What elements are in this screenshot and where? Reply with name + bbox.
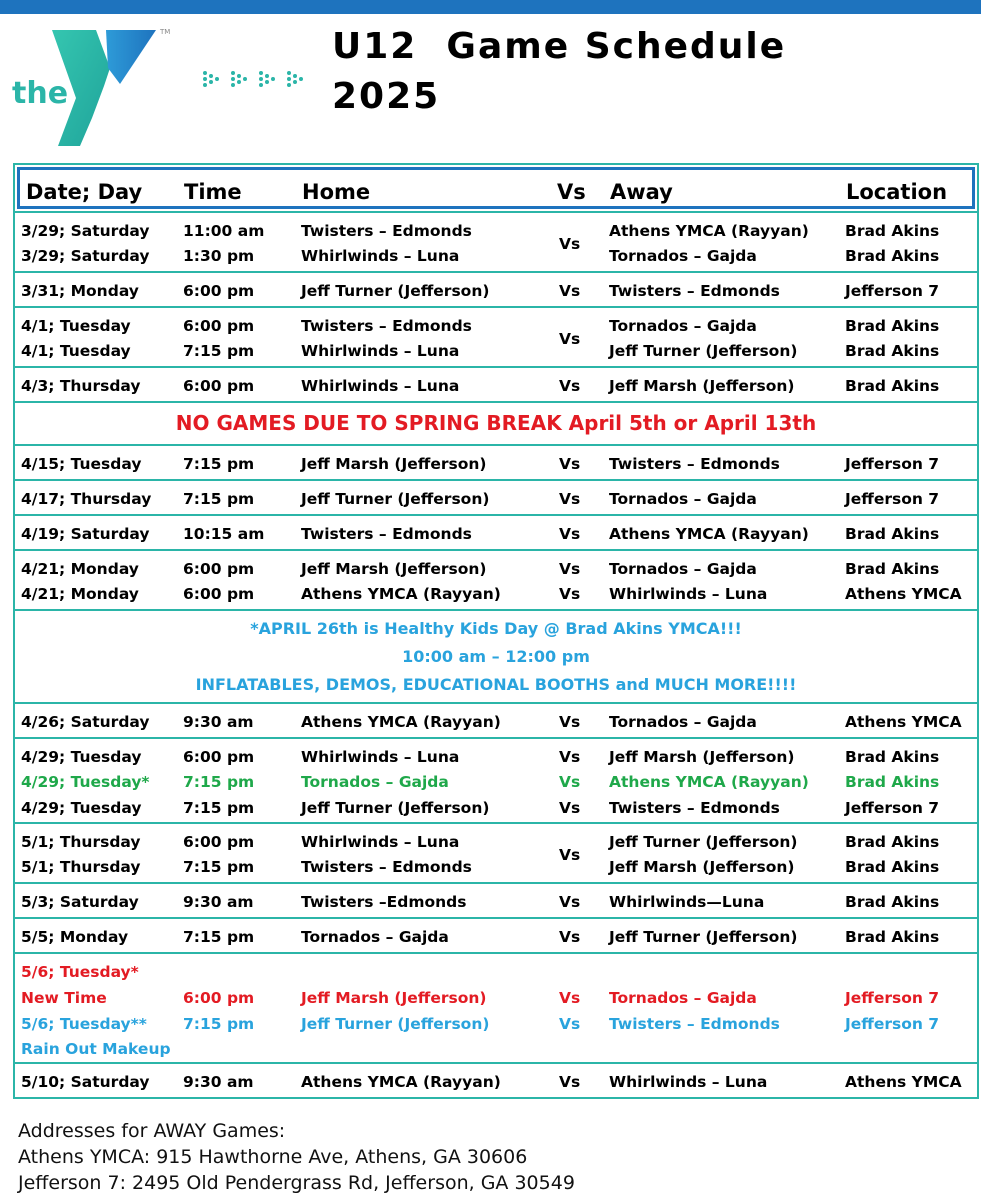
- title-line-1: U12 Game Schedule: [332, 26, 787, 67]
- top-accent-bar: [0, 0, 981, 14]
- col-header-time: Time: [184, 180, 242, 204]
- spring-break-notice: [13, 401, 979, 446]
- vs-label: Vs: [559, 330, 581, 348]
- table-row: 4/1; Tuesday 7:15 pm Whirlwinds – Luna Jeff Turner (Jefferson) Brad Akins: [21, 342, 940, 360]
- table-row: 5/3; Saturday 9:30 am Twisters –Edmonds Vs Whirlwinds—Luna Brad Akins: [21, 893, 940, 911]
- vs-label: Vs: [559, 235, 581, 253]
- table-row: 4/29; Tuesday 6:00 pm Whirlwinds – Luna Vs Jeff Marsh (Jefferson) Brad Akins: [21, 748, 940, 766]
- healthy-kids-notice: [13, 609, 979, 704]
- logo-the-text: the: [12, 76, 69, 111]
- table-row: 4/26; Saturday 9:30 am Athens YMCA (Rayyan) Vs Tornados – Gajda Athens YMCA: [21, 713, 962, 731]
- col-header-location: Location: [846, 180, 948, 204]
- game-block: [13, 917, 979, 954]
- jefferson-address: Jefferson 7: 2495 Old Pendergrass Rd, Jefferson, GA 30549: [18, 1172, 575, 1194]
- game-block: [13, 952, 979, 1064]
- table-row: 3/29; Saturday 11:00 am Twisters – Edmonds Athens YMCA (Rayyan) Brad Akins: [21, 222, 940, 240]
- game-block: [13, 1062, 979, 1099]
- table-row: 4/3; Thursday 6:00 pm Whirlwinds – Luna Vs Jeff Marsh (Jefferson) Brad Akins: [21, 377, 940, 395]
- spring-break-text: NO GAMES DUE TO SPRING BREAK April 5th or April 13th: [175, 411, 817, 435]
- away-addresses: [18, 1118, 575, 1196]
- game-block: [13, 211, 979, 273]
- healthy-kids-line-3: INFLATABLES, DEMOS, EDUCATIONAL BOOTHS and MUCH MORE!!!!: [195, 675, 797, 694]
- game-block: [13, 822, 979, 884]
- table-row: 4/1; Tuesday 6:00 pm Twisters – Edmonds Tornados – Gajda Brad Akins: [21, 317, 940, 335]
- table-row: 5/6; Tuesday*: [21, 963, 139, 981]
- game-block: [13, 444, 979, 481]
- col-header-date: Date; Day: [26, 180, 143, 204]
- vs-label: Vs: [559, 846, 581, 864]
- table-row: 4/17; Thursday 7:15 pm Jeff Turner (Jefferson) Vs Tornados – Gajda Jefferson 7: [21, 490, 940, 508]
- game-block: [13, 306, 979, 368]
- healthy-kids-line-1: *APRIL 26th is Healthy Kids Day @ Brad Akins YMCA!!!: [250, 619, 742, 638]
- trademark-mark: TM: [160, 28, 171, 36]
- table-row: 4/21; Monday 6:00 pm Jeff Marsh (Jefferson) Vs Tornados – Gajda Brad Akins: [21, 560, 940, 578]
- table-row: 5/6; Tuesday** 7:15 pm Jeff Turner (Jefferson) Vs Twisters – Edmonds Jefferson 7: [21, 1015, 940, 1033]
- table-row: 4/19; Saturday 10:15 am Twisters – Edmonds Vs Athens YMCA (Rayyan) Brad Akins: [21, 525, 940, 543]
- table-row: 4/21; Monday 6:00 pm Athens YMCA (Rayyan) Vs Whirlwinds – Luna Athens YMCA: [21, 585, 962, 603]
- addresses-title: Addresses for AWAY Games:: [18, 1120, 286, 1142]
- table-row: 4/15; Tuesday 7:15 pm Jeff Marsh (Jefferson) Vs Twisters – Edmonds Jefferson 7: [21, 455, 940, 473]
- game-block: [13, 702, 979, 739]
- game-block: [13, 514, 979, 551]
- table-row: 3/29; Saturday 1:30 pm Whirlwinds – Luna Tornados – Gajda Brad Akins: [21, 247, 940, 265]
- game-block: [13, 271, 979, 308]
- game-block: [13, 366, 979, 403]
- table-row: New Time 6:00 pm Jeff Marsh (Jefferson) Vs Tornados – Gajda Jefferson 7: [21, 989, 940, 1007]
- game-block: [13, 549, 979, 611]
- col-header-home: Home: [302, 180, 371, 204]
- logo-ymca-text: YMCA: [102, 108, 123, 137]
- title-line-2: 2025: [332, 76, 441, 117]
- healthy-kids-line-2: 10:00 am – 12:00 pm: [402, 647, 590, 666]
- col-header-vs: Vs: [557, 180, 586, 204]
- table-row: 5/5; Monday 7:15 pm Tornados – Gajda Vs Jeff Turner (Jefferson) Brad Akins: [21, 928, 940, 946]
- page-title: [332, 22, 786, 122]
- arrows-decoration-icon: [202, 68, 314, 90]
- table-row: 4/29; Tuesday 7:15 pm Jeff Turner (Jefferson) Vs Twisters – Edmonds Jefferson 7: [21, 799, 940, 817]
- game-block: [13, 737, 979, 824]
- game-block: [13, 882, 979, 919]
- table-row: 5/1; Thursday 7:15 pm Twisters – Edmonds Jeff Marsh (Jefferson) Brad Akins: [21, 858, 940, 876]
- table-row: 3/31; Monday 6:00 pm Jeff Turner (Jefferson) Vs Twisters – Edmonds Jefferson 7: [21, 282, 940, 300]
- table-row: 4/29; Tuesday* 7:15 pm Tornados – Gajda Vs Athens YMCA (Rayyan) Brad Akins: [21, 773, 940, 791]
- table-row: 5/1; Thursday 6:00 pm Whirlwinds – Luna Jeff Turner (Jefferson) Brad Akins: [21, 833, 940, 851]
- table-row: Rain Out Makeup: [21, 1040, 171, 1058]
- col-header-away: Away: [610, 180, 673, 204]
- table-row: 5/10; Saturday 9:30 am Athens YMCA (Rayyan) Vs Whirlwinds – Luna Athens YMCA: [21, 1073, 962, 1091]
- table-header: [13, 163, 979, 213]
- game-block: [13, 479, 979, 516]
- athens-address: Athens YMCA: 915 Hawthorne Ave, Athens, GA 30606: [18, 1146, 528, 1168]
